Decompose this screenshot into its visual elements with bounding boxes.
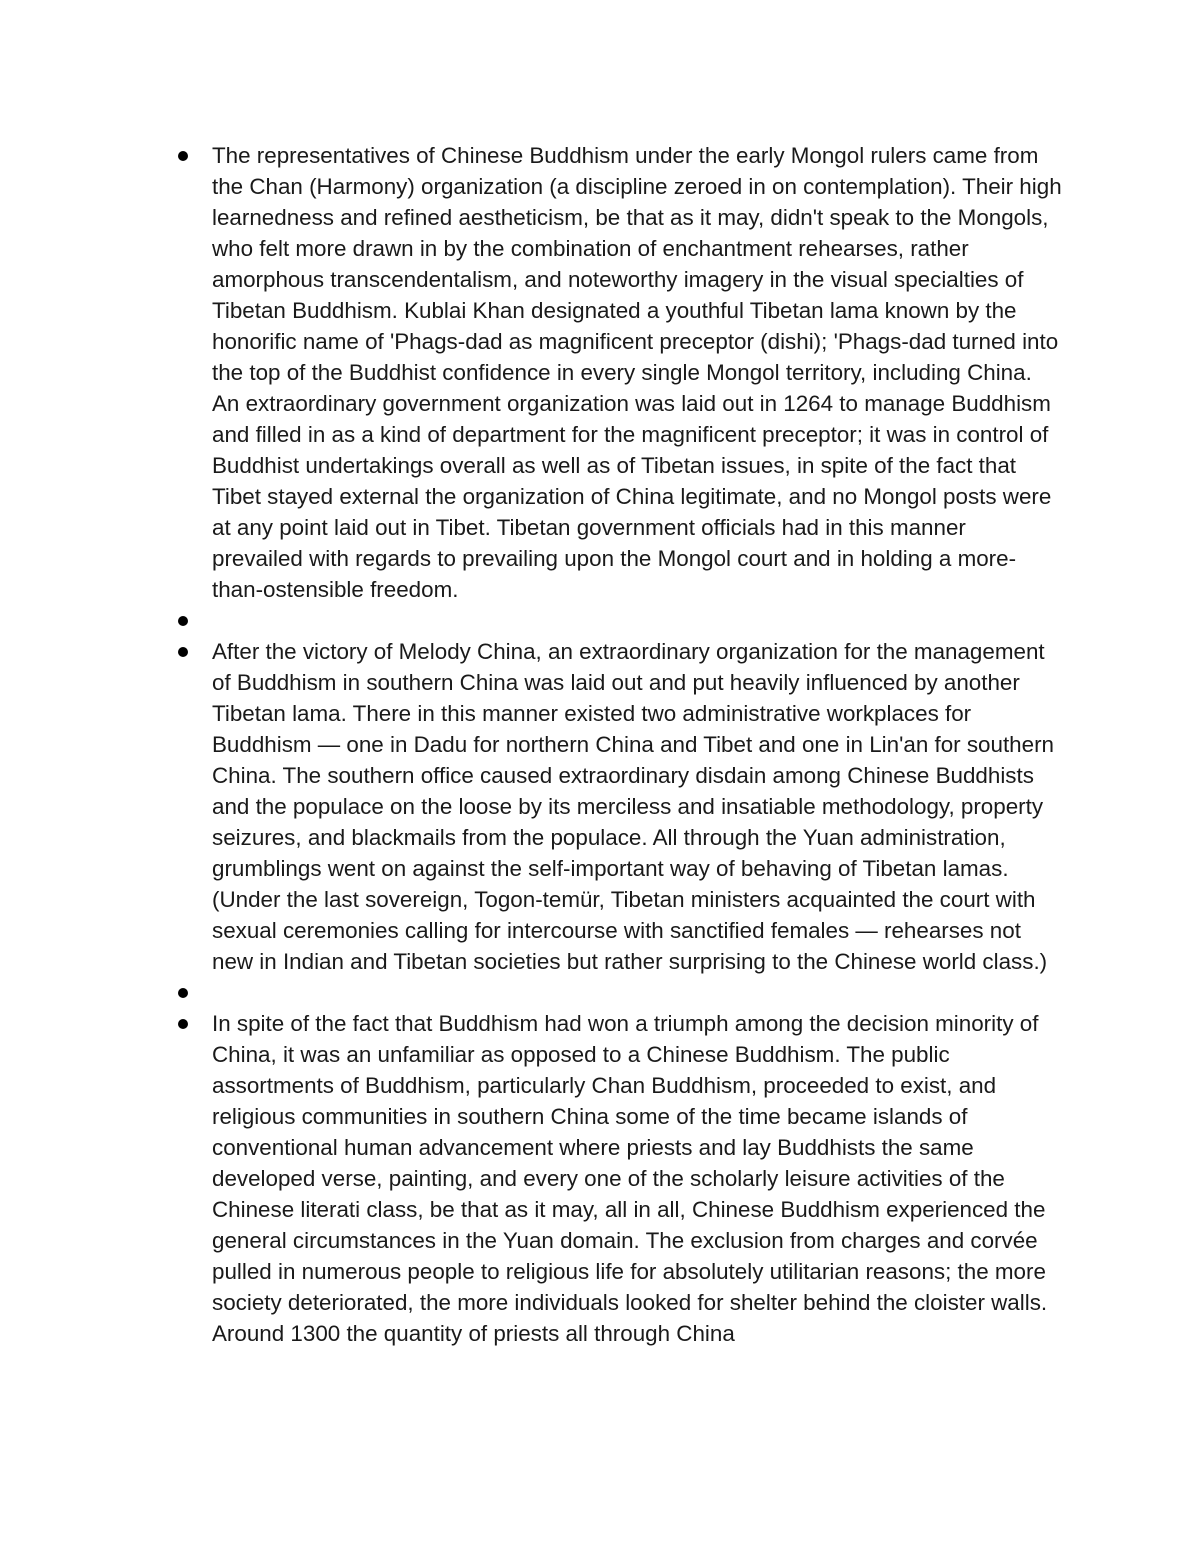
bullet-dot-icon [178, 151, 188, 161]
list-item [212, 636, 1062, 977]
bullet-dot-icon [178, 647, 188, 657]
paragraph-text: After the victory of Melody China, an extraordinary organization for the management of Buddhism in southern China was laid out and put heavily influenced by another Tibetan lama. There in this manner existed two administrative workplaces for Buddhism — one in Dadu for northern China and Tibet and one in Lin'an for southern China. The southern office caused extraordinary disdain among Chinese Buddhists and the populace on the loose by its merciless and insatiable methodology, property seizures, and blackmails from the populace. All through the Yuan administration, grumblings went on against the self-important way of behaving of Tibetan lamas. (Under the last sovereign, Togon-temür, Tibetan ministers acquainted the court with sexual ceremonies calling for intercourse with sanctified females — rehearses not new in Indian and Tibetan societies but rather surprising to the Chinese world class.) [212, 639, 1054, 974]
paragraph-text: In spite of the fact that Buddhism had won a triumph among the decision minority of China, it was an unfamiliar as opposed to a Chinese Buddhism. The public assortments of Buddhism, particularly Chan Buddhism, proceeded to exist, and religious communities in southern China some of the time became islands of conventional human advancement where priests and lay Buddhists the same developed verse, painting, and every one of the scholarly leisure activities of the Chinese literati class, be that as it may, all in all, Chinese Buddhism experienced the general circumstances in the Yuan domain. The exclusion from charges and corvée pulled in numerous people to religious life for absolutely utilitarian reasons; the more society deteriorated, the more individuals looked for shelter behind the cloister walls. Around 1300 the quantity of priests all through China [212, 1011, 1048, 1346]
paragraph-text: The representatives of Chinese Buddhism under the early Mongol rulers came from the Chan (Harmony) organization (a discipline zeroed in on contemplation). Their high learnedness and refined aestheticism, be that as it may, didn't speak to the Mongols, who felt more drawn in by the combination of enchantment rehearses, rather amorphous transcendentalism, and noteworthy imagery in the visual specialties of Tibetan Buddhism. Kublai Khan designated a youthful Tibetan lama known by the honorific name of 'Phags-dad as magnificent preceptor (dishi); 'Phags-dad turned into the top of the Buddhist confidence in every single Mongol territory, including China. An extraordinary government organization was laid out in 1264 to manage Buddhism and filled in as a kind of department for the magnificent preceptor; it was in control of Buddhist undertakings overall as well as of Tibetan issues, in spite of the fact that Tibet stayed external the organization of China legitimate, and no Mongol posts were at any point laid out in Tibet. Tibetan government officials had in this manner prevailed with regards to prevailing upon the Mongol court and in holding a more-than-ostensible freedom. [212, 143, 1062, 602]
bullet-list [212, 140, 1062, 1349]
list-item [212, 977, 1062, 1008]
bullet-dot-icon [178, 988, 188, 998]
list-item [212, 605, 1062, 636]
bullet-dot-icon [178, 1019, 188, 1029]
list-item [212, 1008, 1062, 1349]
bullet-dot-icon [178, 616, 188, 626]
list-item [212, 140, 1062, 605]
